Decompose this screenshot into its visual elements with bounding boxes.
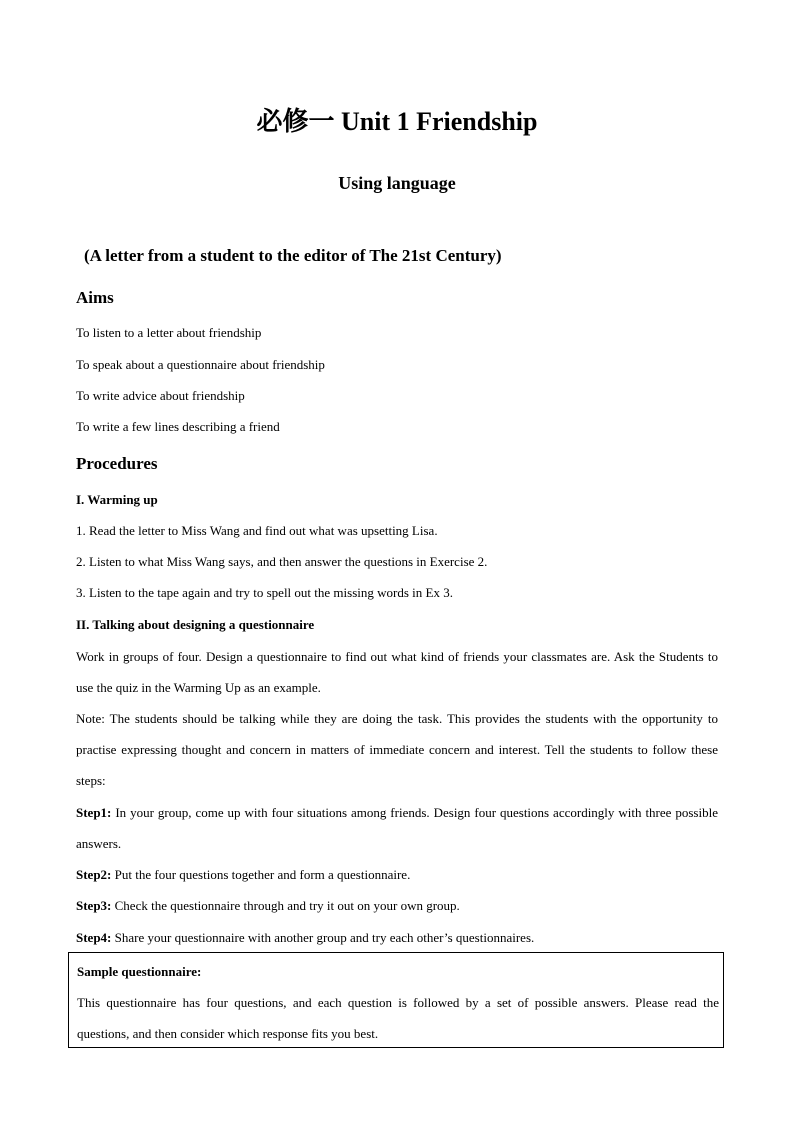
aim-item: To write a few lines describing a friend: [76, 419, 280, 434]
sample-heading: Sample questionnaire:: [77, 964, 202, 979]
warming-up-item: 1. Read the letter to Miss Wang and find out what was upsetting Lisa.: [76, 523, 438, 538]
step-3: [76, 890, 718, 921]
sample-text: This questionnaire has four questions, and each question is followed by a set of possible answers. Please read the questions, and then consider which response fits you best.: [77, 995, 719, 1041]
page-subtitle: Using language: [338, 173, 456, 193]
sample-questionnaire-box: [68, 952, 724, 1048]
letter-note: (A letter from a student to the editor of The 21st Century): [84, 246, 502, 265]
page-title: 必修一 Unit 1 Friendship: [256, 107, 538, 136]
step-4: [76, 922, 718, 953]
aim-item: To speak about a questionnaire about friendship: [76, 357, 325, 372]
step-1: [76, 797, 718, 859]
section-heading-warming-up: I. Warming up: [76, 492, 158, 507]
step-text: Check the questionnaire through and try it out on your own group.: [111, 898, 460, 913]
warming-up-item: 3. Listen to the tape again and try to spell out the missing words in Ex 3.: [76, 585, 453, 600]
step-text: Share your questionnaire with another group and try each other’s questionnaires.: [111, 930, 535, 945]
aim-item: To listen to a letter about friendship: [76, 325, 262, 340]
step-label: Step3:: [76, 898, 112, 913]
step-2: [76, 859, 718, 890]
step-text: Put the four questions together and form a questionnaire.: [111, 867, 411, 882]
step-text: In your group, come up with four situations among friends. Design four questions accordingly with three possible answers.: [76, 805, 718, 851]
section-heading-questionnaire: II. Talking about designing a questionnaire: [76, 617, 315, 632]
note-paragraph: Note: The students should be talking while they are doing the task. This provides the students with the opportunity to practise expressing thought and concern in matters of immediate concern and interest. Tell the students to follow these steps:: [76, 711, 718, 788]
sample-content: [77, 956, 719, 1049]
groups-paragraph: Work in groups of four. Design a questionnaire to find out what kind of friends your classmates are. Ask the Students to use the quiz in the Warming Up as an example.: [76, 649, 718, 695]
aim-item: To write advice about friendship: [76, 388, 245, 403]
warming-up-item: 2. Listen to what Miss Wang says, and then answer the questions in Exercise 2.: [76, 554, 488, 569]
step-label: Step2:: [76, 867, 112, 882]
step-label: Step1:: [76, 805, 112, 820]
aims-heading: Aims: [76, 288, 114, 307]
step-label: Step4:: [76, 930, 112, 945]
procedures-heading: Procedures: [76, 454, 158, 473]
